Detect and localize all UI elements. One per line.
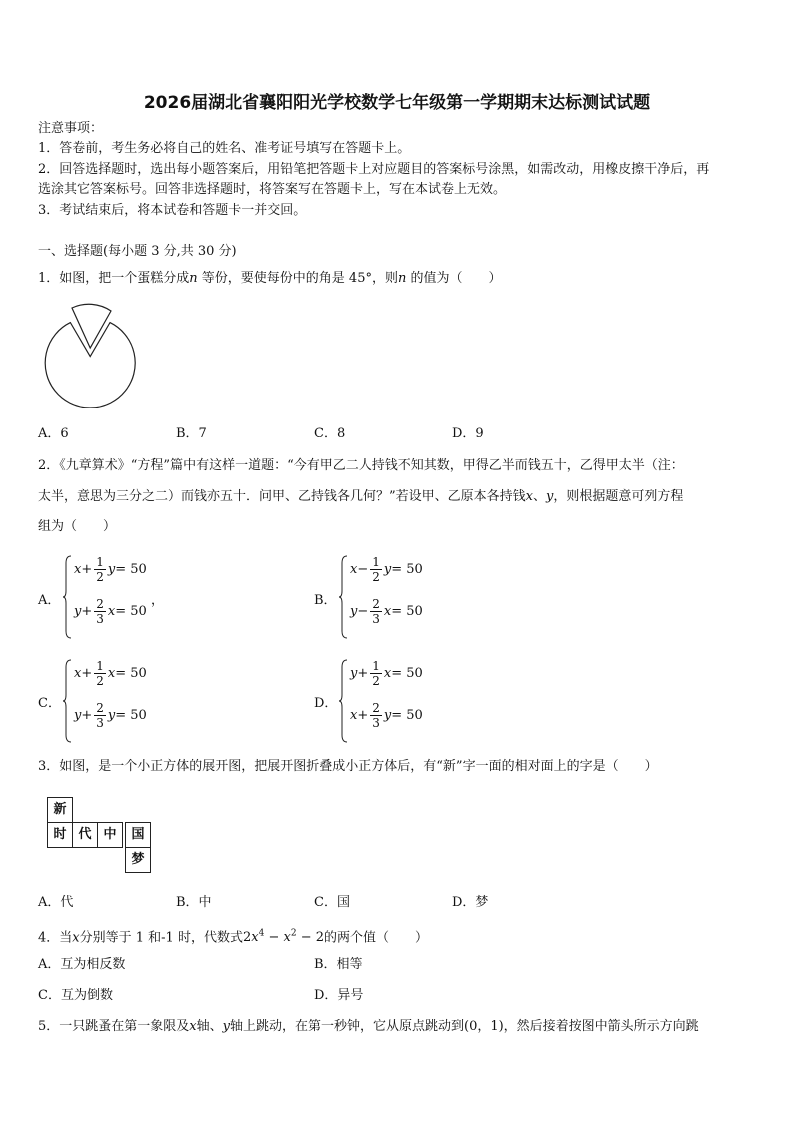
eq-rhs: = 50 bbox=[391, 562, 423, 577]
eq-fraction bbox=[94, 597, 106, 626]
page-title: 2026届湖北省襄阳阳光学校数学七年级第一学期期末达标测试试题 bbox=[143, 93, 651, 113]
q2-option-c[interactable]: C． bbox=[38, 696, 61, 711]
eq-op: − bbox=[357, 562, 369, 577]
eq-var: y bbox=[107, 562, 116, 577]
eq-op: + bbox=[81, 708, 93, 723]
question-2-line1: 2．《九章算术》“方程”篇中有这样一道题：“今有甲乙二人持钱不知其数，甲得乙半而钱五十，乙得甲太半（注： bbox=[38, 458, 684, 473]
q1-option-d[interactable]: D．9 bbox=[452, 426, 484, 441]
eq-var: y bbox=[107, 708, 116, 723]
eq-op: + bbox=[357, 666, 369, 681]
q4-option-c[interactable]: C．互为倒数 bbox=[38, 988, 113, 1003]
eq-var: x bbox=[107, 666, 116, 681]
net-cell: 中 bbox=[97, 822, 123, 848]
frac-denominator: 3 bbox=[372, 716, 380, 730]
question-1 bbox=[38, 269, 501, 289]
eq-var: x bbox=[350, 562, 358, 577]
q2-sep: 、 bbox=[533, 489, 547, 504]
eq-rhs: = 50 bbox=[115, 562, 147, 577]
expr-part: x bbox=[251, 930, 259, 946]
frac-denominator: 2 bbox=[96, 570, 104, 584]
eq-rhs: = 50 bbox=[115, 666, 147, 681]
q5-text: 轴上跳动，在第一秒钟，它从原点跳动到(0，1)，然后接着按图中箭头所示方向跳 bbox=[230, 1019, 699, 1034]
eq-fraction bbox=[370, 597, 382, 626]
q1-text: 等份，要使每份中的角是 45°，则 bbox=[197, 271, 398, 286]
brace-icon bbox=[338, 555, 348, 639]
question-3: 3．如图，是一个小正方体的展开图，把展开图折叠成小正方体后，有“新”字一面的相对面上的字是（ ） bbox=[38, 759, 658, 774]
q2-var: x bbox=[525, 489, 533, 504]
net-cell: 代 bbox=[72, 822, 98, 848]
q2-text: 太半，意思为三分之二）而钱亦五十．问甲、乙持钱各几何？”若设甲、乙原本各持钱 bbox=[38, 489, 526, 504]
eq-var: y bbox=[74, 708, 82, 723]
q4-option-b[interactable]: B．相等 bbox=[314, 957, 363, 972]
eq-var: y bbox=[383, 708, 392, 723]
q1-option-a[interactable]: A．6 bbox=[38, 426, 69, 441]
net-cell: 新 bbox=[47, 797, 73, 823]
q4-var: x bbox=[72, 930, 80, 946]
question-2-line3: 组为（ ） bbox=[38, 519, 117, 534]
eq-fraction bbox=[370, 659, 382, 688]
equation-2 bbox=[350, 701, 423, 730]
equation-2 bbox=[350, 597, 423, 626]
q5-text: 5．一只跳蚤在第一象限及 bbox=[38, 1019, 190, 1034]
eq-var: y bbox=[74, 604, 82, 619]
q5-var: y bbox=[222, 1019, 230, 1034]
frac-numerator: 1 bbox=[96, 555, 104, 569]
q5-text: 轴、 bbox=[196, 1019, 223, 1034]
q4-option-a[interactable]: A．互为相反数 bbox=[38, 957, 126, 972]
equation-2 bbox=[74, 597, 147, 626]
expr-part: x bbox=[283, 930, 291, 946]
q1-option-c[interactable]: C．8 bbox=[314, 426, 346, 441]
expr-part: − 2 bbox=[296, 930, 325, 946]
notice-item: 选涂其它答案标号。回答非选择题时，将答案写在答题卡上，写在本试卷上无效。 bbox=[38, 182, 507, 197]
eq-var: x bbox=[74, 666, 82, 681]
q1-text: 的值为（ ） bbox=[406, 271, 502, 286]
frac-numerator: 1 bbox=[372, 659, 380, 673]
q2-comma: ， bbox=[151, 593, 165, 608]
q3-option-c[interactable]: C．国 bbox=[314, 895, 350, 910]
cake-figure bbox=[40, 298, 144, 408]
frac-numerator: 2 bbox=[96, 701, 104, 715]
eq-var: x bbox=[383, 666, 392, 681]
q2-option-a[interactable]: A． bbox=[38, 593, 61, 608]
equation-1 bbox=[74, 555, 147, 584]
equation-2 bbox=[74, 701, 147, 730]
eq-rhs: = 50 bbox=[391, 708, 423, 723]
q1-var: n bbox=[189, 271, 198, 286]
net-cell: 时 bbox=[47, 822, 73, 848]
frac-numerator: 1 bbox=[372, 555, 380, 569]
brace-icon bbox=[62, 659, 72, 743]
expr-part: 2 bbox=[242, 930, 252, 946]
eq-var: x bbox=[74, 562, 82, 577]
net-cell: 国 bbox=[125, 822, 151, 848]
q4-text: 的两个值（ ） bbox=[324, 930, 429, 946]
eq-rhs: = 50 bbox=[391, 604, 423, 619]
notice-item: 2．回答选择题时，选出每小题答案后，用铅笔把答题卡上对应题目的答案标号涂黑，如需改动，用橡皮擦干净后，再 bbox=[38, 162, 710, 177]
eq-rhs: = 50 bbox=[391, 666, 423, 681]
eq-var: y bbox=[350, 604, 358, 619]
q3-option-d[interactable]: D．梦 bbox=[452, 895, 489, 910]
q4-text: 分别等于 1 和-1 时，代数式 bbox=[79, 930, 243, 946]
frac-denominator: 3 bbox=[372, 612, 380, 626]
notice-item: 1．答卷前，考生务必将自己的姓名、准考证号填写在答题卡上。 bbox=[38, 141, 411, 156]
frac-numerator: 2 bbox=[372, 597, 380, 611]
q4-option-d[interactable]: D．异号 bbox=[314, 988, 364, 1003]
eq-op: + bbox=[81, 562, 93, 577]
question-4 bbox=[38, 924, 428, 948]
notice-item: 3．考试结束后，将本试卷和答题卡一并交回。 bbox=[38, 203, 307, 218]
eq-fraction bbox=[94, 555, 106, 584]
eq-var: y bbox=[383, 562, 392, 577]
q1-var: n bbox=[397, 271, 407, 286]
q2-option-d[interactable]: D． bbox=[314, 696, 338, 711]
eq-op: + bbox=[357, 708, 369, 723]
question-5 bbox=[38, 1017, 699, 1037]
net-cell: 梦 bbox=[125, 847, 151, 873]
brace-icon bbox=[338, 659, 348, 743]
frac-denominator: 3 bbox=[96, 612, 104, 626]
eq-var: x bbox=[350, 708, 358, 723]
eq-fraction bbox=[370, 701, 382, 730]
eq-var: x bbox=[383, 604, 392, 619]
eq-fraction bbox=[94, 701, 106, 730]
frac-denominator: 2 bbox=[372, 570, 380, 584]
q3-option-a[interactable]: A．代 bbox=[38, 895, 74, 910]
eq-op: − bbox=[357, 604, 369, 619]
equation-1 bbox=[350, 555, 423, 584]
eq-op: + bbox=[81, 666, 93, 681]
q1-option-b[interactable]: B．7 bbox=[176, 426, 207, 441]
eq-fraction bbox=[370, 555, 382, 584]
equation-1 bbox=[350, 659, 423, 688]
q2-text: ，则根据题意可列方程 bbox=[553, 489, 684, 504]
eq-var: y bbox=[350, 666, 358, 681]
question-2-line2 bbox=[38, 487, 683, 507]
expr-part: − bbox=[264, 930, 284, 946]
frac-numerator: 2 bbox=[96, 597, 104, 611]
q1-text: 1．如图，把一个蛋糕分成 bbox=[38, 271, 190, 286]
q4-text: 4．当 bbox=[38, 930, 73, 946]
expr-exponent: 2 bbox=[290, 929, 297, 939]
q4-expression bbox=[243, 930, 324, 945]
frac-numerator: 1 bbox=[96, 659, 104, 673]
q3-option-b[interactable]: B．中 bbox=[176, 895, 212, 910]
eq-fraction bbox=[94, 659, 106, 688]
notice-heading: 注意事项： bbox=[38, 121, 104, 136]
eq-var: x bbox=[107, 604, 116, 619]
q2-option-b[interactable]: B． bbox=[314, 593, 337, 608]
expr-exponent: 4 bbox=[258, 929, 265, 939]
frac-denominator: 2 bbox=[372, 674, 380, 688]
section-heading: 一、选择题(每小题 3 分,共 30 分) bbox=[38, 244, 237, 259]
frac-denominator: 3 bbox=[96, 716, 104, 730]
eq-rhs: = 50 bbox=[115, 708, 147, 723]
q2-var: y bbox=[546, 489, 554, 504]
equation-1 bbox=[74, 659, 147, 688]
eq-op: + bbox=[81, 604, 93, 619]
eq-rhs: = 50 bbox=[115, 604, 147, 619]
frac-denominator: 2 bbox=[96, 674, 104, 688]
q5-var: x bbox=[189, 1019, 197, 1034]
brace-icon bbox=[62, 555, 72, 639]
frac-numerator: 2 bbox=[372, 701, 380, 715]
